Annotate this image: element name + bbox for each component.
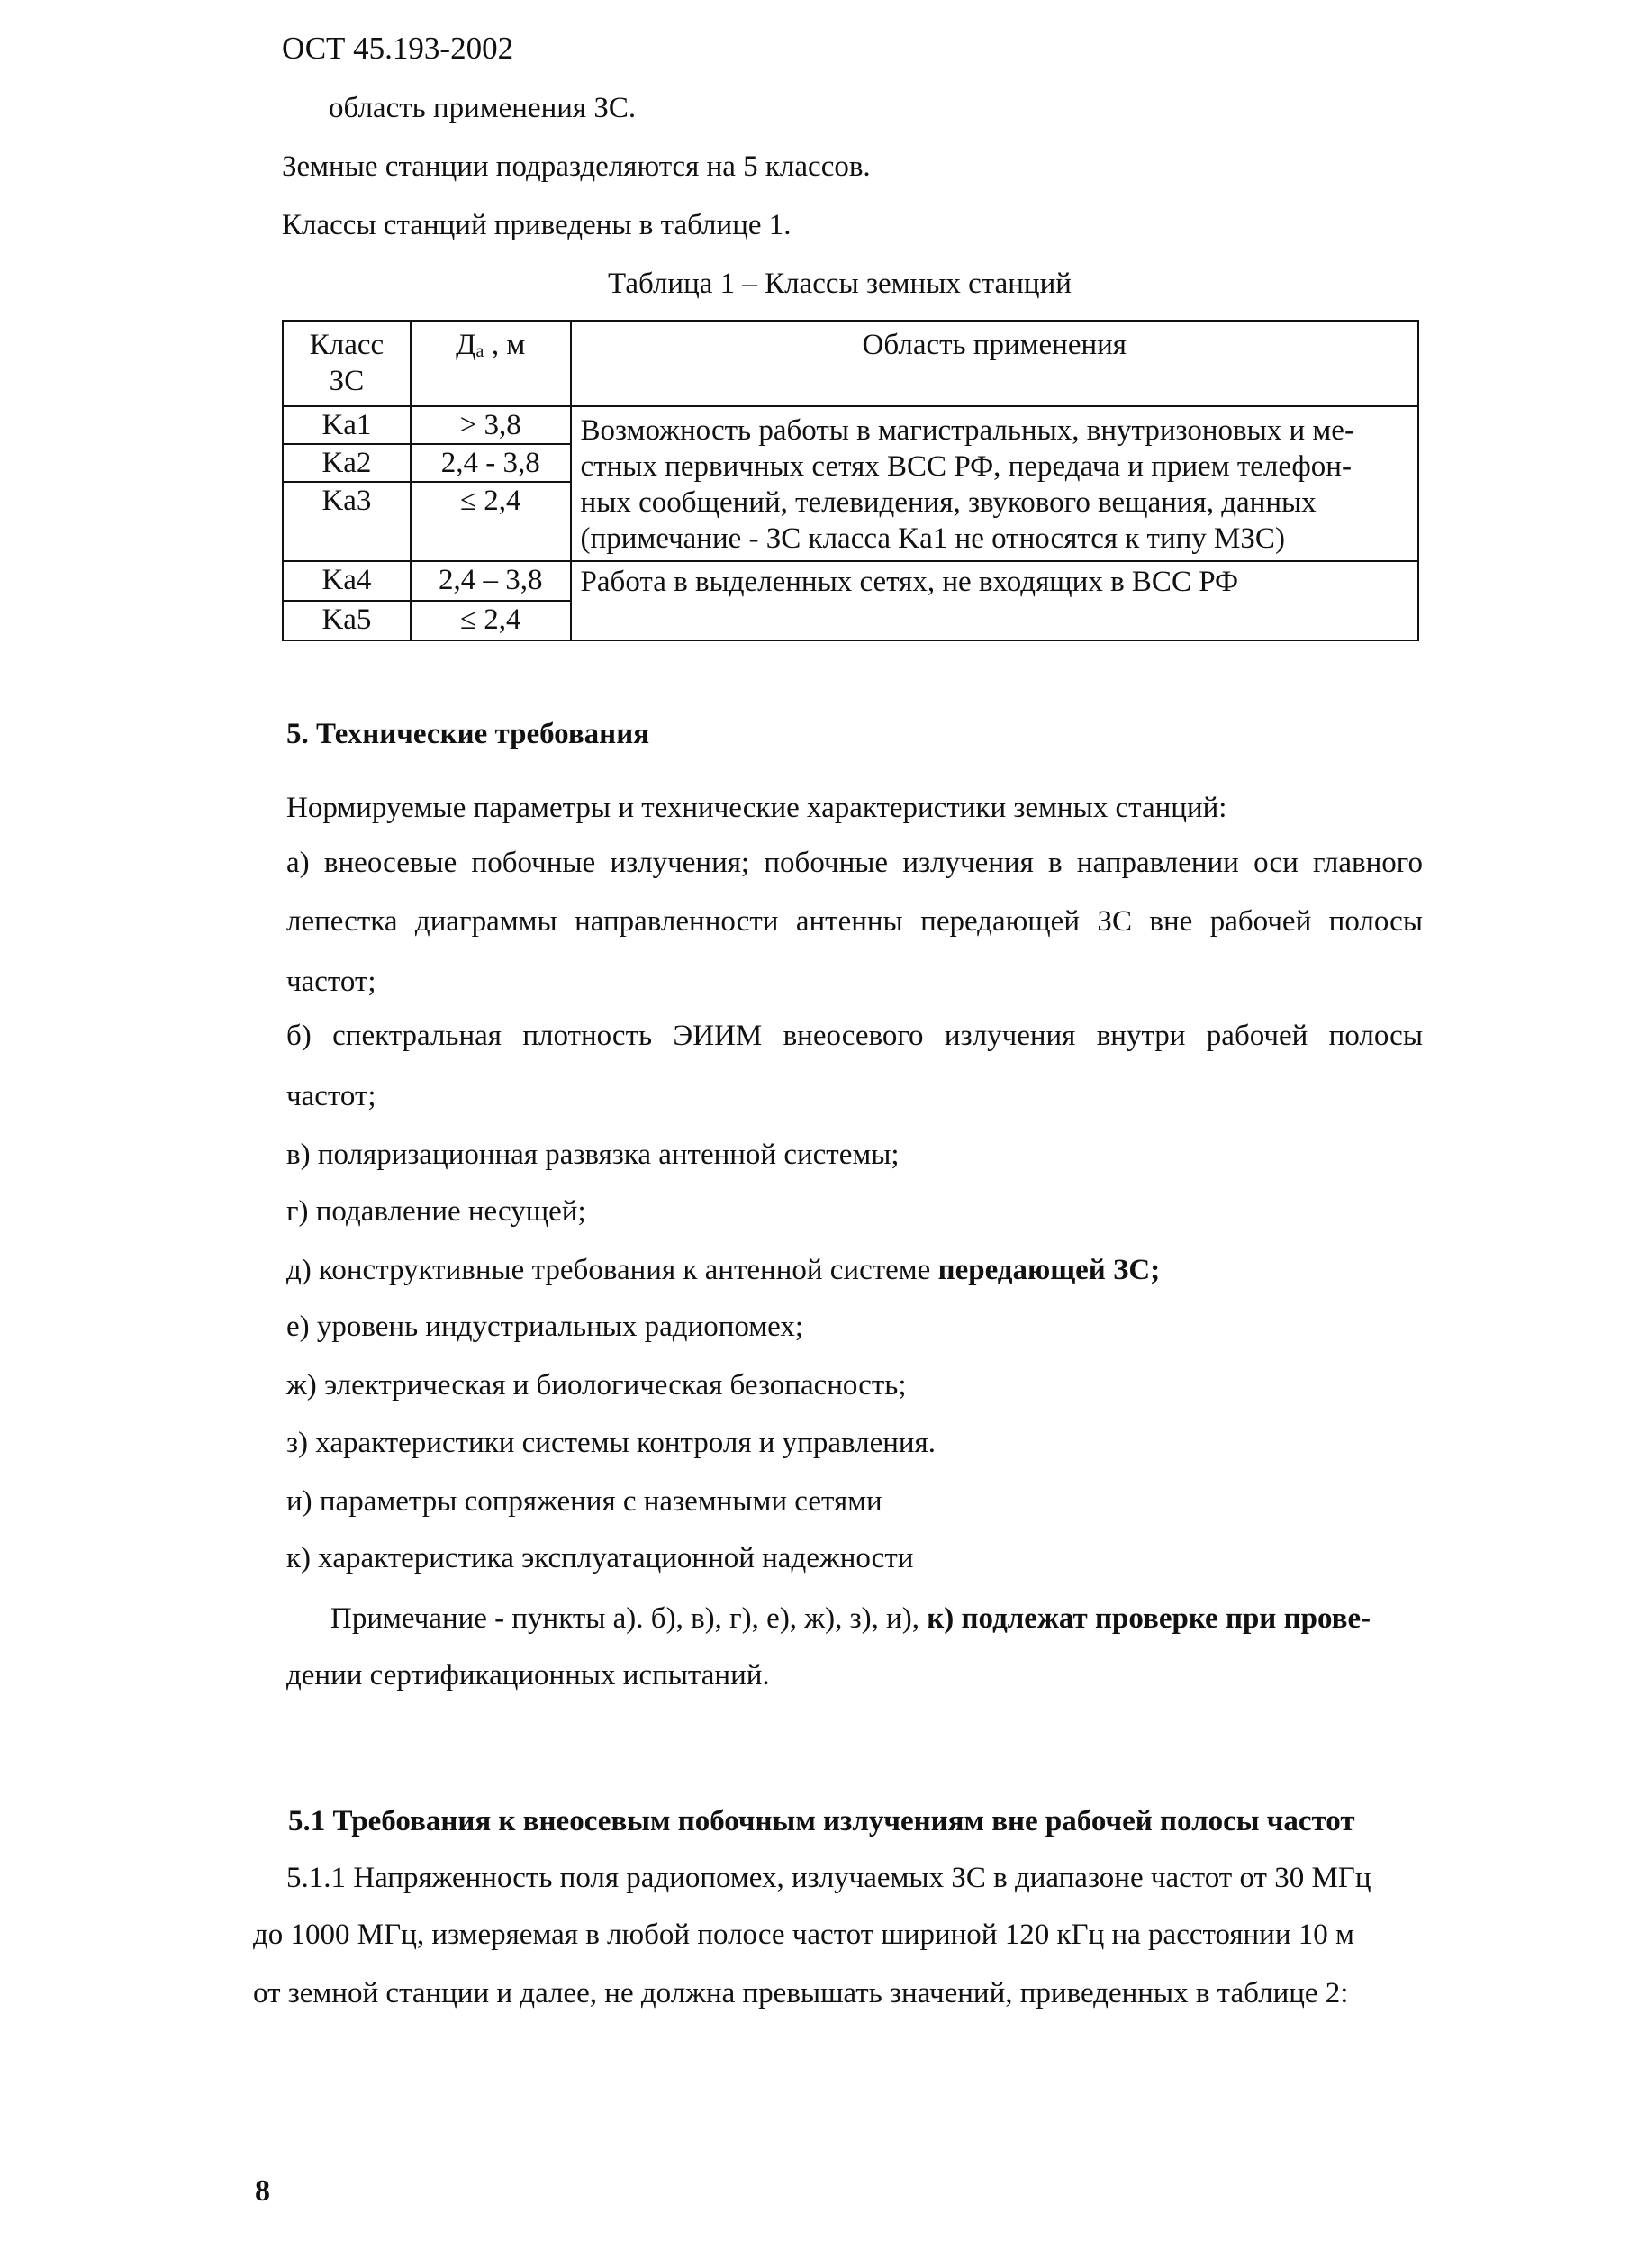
item-a-line-2: лепестка диаграммы направленности антенны передающей ЗС вне рабочей полосы [286, 905, 1423, 938]
paragraph-5-1-1-line-2: до 1000 МГц, измеряемая в любой полосе частот шириной 120 кГц на расстоянии 10 м [253, 1919, 1354, 1951]
page-number: 8 [255, 2174, 270, 2208]
item-z: з) характеристики системы контроля и управления. [286, 1427, 936, 1459]
item-a-line-1: а) внеосевые побочные излучения; побочные излучения в направлении оси главного [286, 847, 1423, 879]
note-text: Примечание - пункты а). б), в), г), е), ж), з), и), [330, 1602, 928, 1635]
section-5-1-title: 5.1 Требования к внеосевым побочным излучениям вне рабочей полосы частот [288, 1805, 1355, 1837]
area-line: Возможность работы в магистральных, внутризоновых и ме- [580, 414, 1354, 447]
table-row [283, 561, 1418, 601]
header-area: Область применения [571, 321, 1418, 406]
cell-class: Ka1 [283, 406, 411, 444]
section-5-intro: Нормируемые параметры и технические характеристики земных станций: [286, 792, 1227, 824]
header-diameter: Дₐ , м [411, 321, 571, 406]
cell-class: Ka4 [283, 561, 411, 601]
cell-area-group-1 [571, 406, 1418, 561]
area-line: (примечание - ЗС класса Ka1 не относятся к типу МЗС) [580, 522, 1285, 555]
note-line-1 [330, 1601, 1371, 1637]
cell-diameter: ≤ 2,4 [411, 601, 571, 640]
item-a-line-3: частот; [286, 966, 376, 998]
area-line: стных первичных сетях ВСС РФ, передача и прием телефон- [580, 450, 1352, 483]
table-row [283, 406, 1418, 444]
cell-area-group-2: Работа в выделенных сетях, не входящих в ВСС РФ [571, 561, 1418, 640]
cell-diameter: ≤ 2,4 [411, 482, 571, 561]
item-d [286, 1252, 1160, 1288]
cell-diameter: 2,4 - 3,8 [411, 444, 571, 482]
item-d-bold-text: передающей ЗС; [937, 1254, 1161, 1286]
table-station-classes [282, 320, 1419, 641]
cell-diameter: 2,4 – 3,8 [411, 561, 571, 601]
cell-class: Ka2 [283, 444, 411, 482]
cell-diameter: > 3,8 [411, 406, 571, 444]
section-5-title: 5. Технические требования [286, 718, 650, 750]
cell-class: Ka3 [283, 482, 411, 561]
item-d-text: д) конструктивные требования к антенной системе [286, 1254, 938, 1286]
item-zh: ж) электрическая и биологическая безопасность; [286, 1369, 907, 1402]
item-g: г) подавление несущей; [286, 1195, 586, 1228]
item-i: и) параметры сопряжения с наземными сетями [286, 1485, 882, 1518]
intro-line-3: Классы станций приведены в таблице 1. [282, 209, 792, 241]
item-v: в) поляризационная развязка антенной системы; [286, 1139, 900, 1171]
item-b-line-2: частот; [286, 1080, 376, 1112]
header-class-line2: ЗС [329, 365, 365, 397]
area-line: ных сообщений, телевидения, звукового вещания, данных [580, 486, 1317, 519]
paragraph-5-1-1-line-1: 5.1.1 Напряженность поля радиопомех, излучаемых ЗС в диапазоне частот от 30 МГц [286, 1862, 1371, 1894]
header-class [283, 321, 411, 406]
document-code: ОСТ 45.193-2002 [282, 31, 514, 66]
note-bold-text: к) подлежат проверке при прове- [927, 1602, 1371, 1635]
item-b-line-1: б) спектральная плотность ЭИИМ внеосевого излучения внутри рабочей полосы [286, 1020, 1423, 1052]
table-header-row [283, 321, 1418, 406]
intro-line-1: область применения ЗС. [329, 92, 637, 124]
table1-caption: Таблица 1 – Классы земных станций [608, 268, 1072, 300]
item-k: к) характеристика эксплуатационной надежности [286, 1542, 914, 1574]
header-class-line1: Класс [309, 329, 385, 361]
intro-line-2: Земные станции подразделяются на 5 классов. [282, 150, 871, 183]
note-line-2: дении сертификационных испытаний. [286, 1659, 770, 1692]
cell-class: Ka5 [283, 601, 411, 640]
paragraph-5-1-1-line-3: от земной станции и далее, не должна превышать значений, приведенных в таблице 2: [253, 1977, 1349, 2009]
item-e: е) уровень индустриальных радиопомех; [286, 1311, 804, 1343]
